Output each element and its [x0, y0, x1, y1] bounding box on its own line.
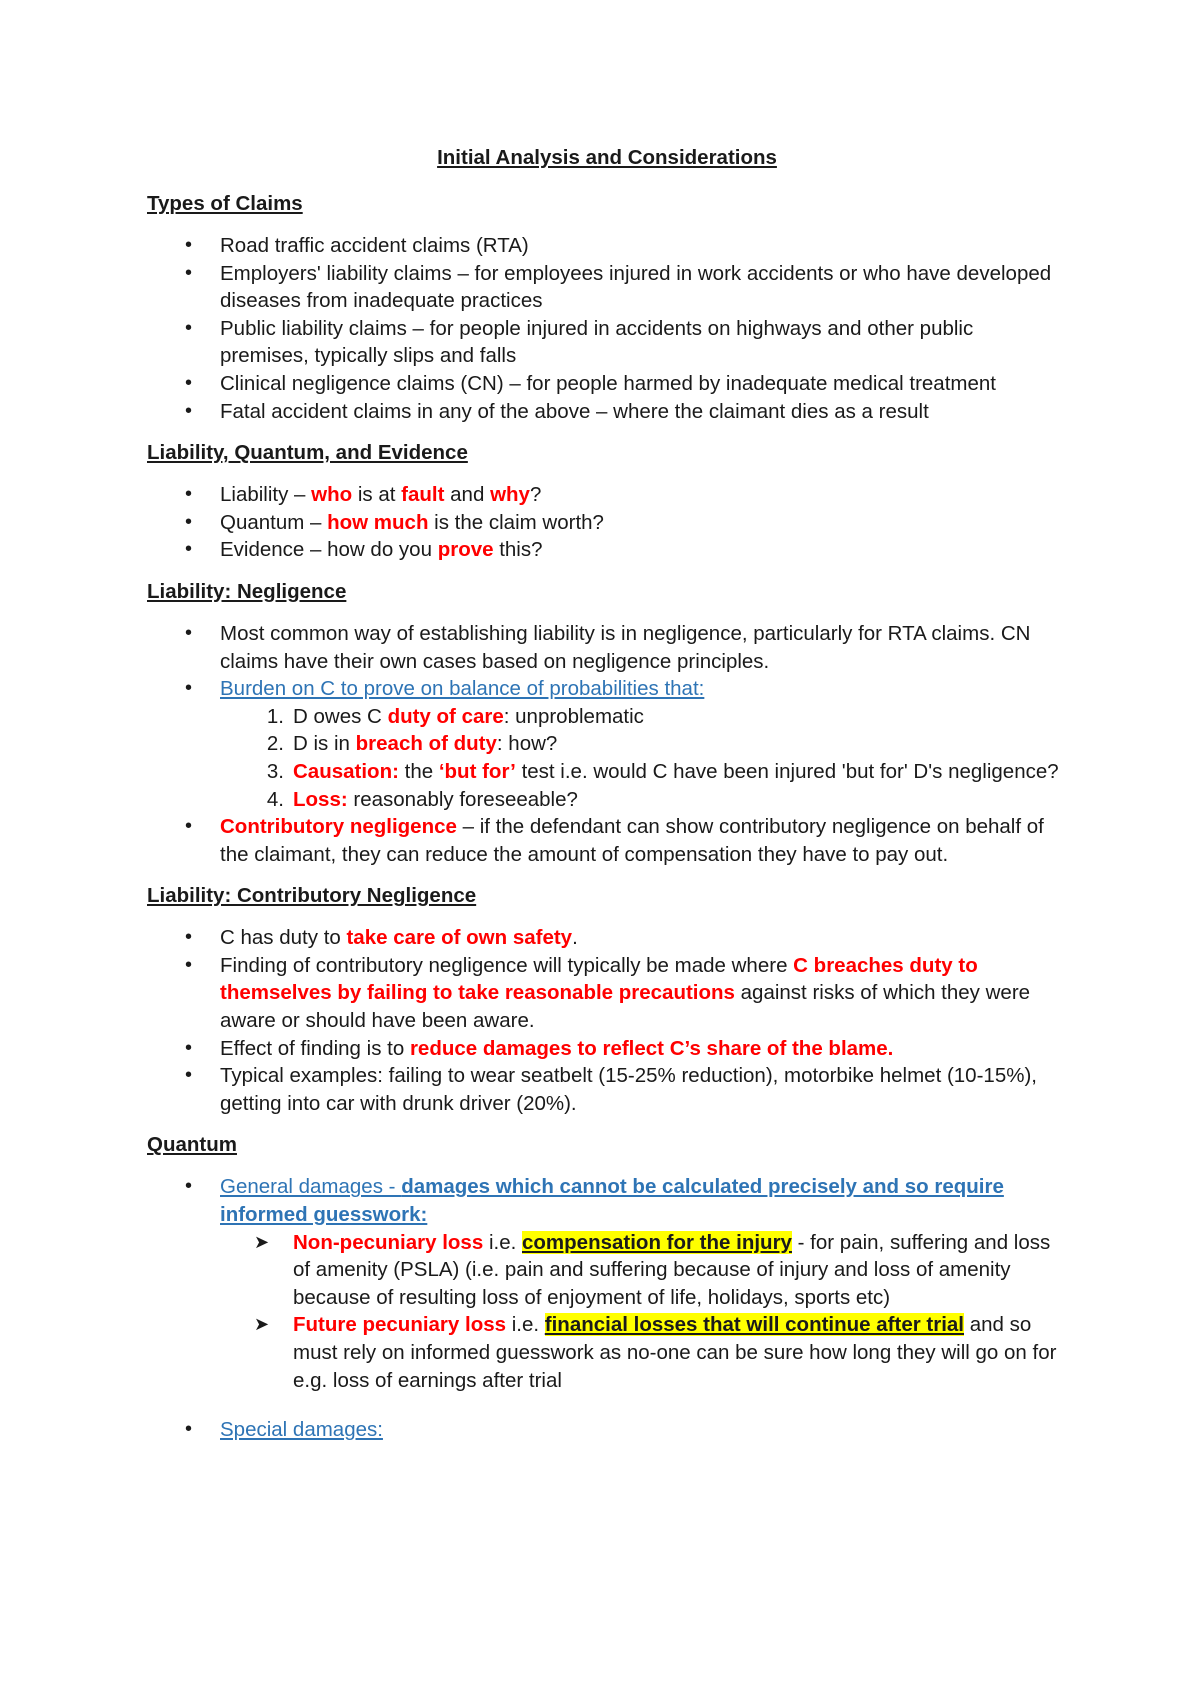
list-item-contributory: • Contributory negligence – if the defendant can show contributory negligence on behalf of the claimant, they can reduce the amount of compensation they have to pay out. [147, 813, 1067, 868]
list-item-evidence: • Evidence – how do you prove this? [147, 536, 1067, 564]
special-damages-link[interactable]: Special damages: [220, 1418, 383, 1442]
keyword-how-much: how much [327, 510, 429, 534]
numbered-item: 1. D owes C duty of care: unproblematic [266, 704, 644, 728]
quantum-list [147, 1173, 1067, 1443]
damages-sublist [220, 1229, 1067, 1395]
list-item: • Clinical negligence claims (CN) – for people harmed by inadequate medical treatment [147, 370, 1067, 398]
heading-liability-quantum-evidence: Liability, Quantum, and Evidence [147, 441, 468, 465]
list-item-special-damages [147, 1416, 1067, 1444]
document-page [147, 140, 1067, 1458]
heading-contributory-negligence: Liability: Contributory Negligence [147, 884, 477, 908]
list-item: • Fatal accident claims in any of the above – where the claimant dies as a result [147, 398, 1067, 426]
numbered-item: 4. Loss: reasonably foreseeable? [266, 787, 578, 811]
heading-types-of-claims: Types of Claims [147, 192, 303, 215]
list-item: • Effect of finding is to reduce damages to reflect C’s share of the blame. [147, 1035, 1067, 1063]
arrow-bullet-icon: ➤ [254, 1231, 270, 1252]
spacer [220, 1394, 1067, 1416]
list-item-burden [147, 675, 1067, 813]
sublist-item-non-pecuniary: ➤ Non-pecuniary loss i.e. compensation for the injury - for pain, suffering and loss of amenity (PSLA) (i.e. pain and suffering because of injury and loss of amenity because of resulting loss of enjoyment of life, holidays, sports etc) [254, 1230, 1051, 1309]
list-item: • Finding of contributory negligence will typically be made where C breaches duty to themselves by failing to take reasonable precautions against risks of which they were aware or should have been aware. [147, 952, 1067, 1035]
list-item: • Employers' liability claims – for employees injured in work accidents or who have developed diseases from inadequate practices [147, 260, 1067, 315]
burden-link[interactable]: Burden on C to prove on balance of probabilities that: [220, 677, 705, 701]
lqe-list [147, 481, 1067, 564]
negligence-list [147, 620, 1067, 868]
arrow-bullet-icon: ➤ [254, 1314, 270, 1335]
keyword-who: who [311, 483, 353, 507]
list-item-liability: • Liability – who is at fault and why? [147, 481, 1067, 509]
keyword-why: why [490, 483, 530, 507]
numbered-item: 2. D is in breach of duty: how? [266, 732, 558, 756]
list-item: • Most common way of establishing liability is in negligence, particularly for RTA claims. CN claims have their own cases based on negligence principles. [147, 620, 1067, 675]
list-item: • C has duty to take care of own safety. [147, 924, 1067, 952]
heading-liability-negligence: Liability: Negligence [147, 579, 347, 603]
negligence-elements-list [220, 703, 1067, 813]
keyword-fault: fault [401, 483, 445, 507]
types-of-claims-list [147, 232, 1067, 425]
list-item-general-damages [147, 1173, 1067, 1416]
keyword-prove: prove [437, 538, 494, 562]
list-item: • Typical examples: failing to wear seatbelt (15-25% reduction), motorbike helmet (10-15%), getting into car with drunk driver (20%). [147, 1062, 1067, 1117]
general-damages-link[interactable]: General damages - [220, 1175, 402, 1199]
sublist-item-future-pecuniary: ➤ Future pecuniary loss i.e. financial losses that will continue after trial and so must rely on informed guesswork as no-one can be sure how long they will go on for e.g. loss of earnings after trial [254, 1313, 1057, 1392]
document-title: Initial Analysis and Considerations [437, 146, 777, 169]
numbered-item: 3. Causation: the ‘but for’ test i.e. would C have been injured 'but for' D's negligence? [266, 759, 1059, 783]
heading-quantum: Quantum [147, 1133, 237, 1157]
general-damages-definition[interactable]: damages which cannot be calculated precisely and so require informed guesswork: [220, 1175, 1004, 1227]
list-item: • Public liability claims – for people injured in accidents on highways and other public premises, typically slips and falls [147, 315, 1067, 370]
list-item-quantum: • Quantum – how much is the claim worth? [147, 509, 1067, 537]
list-item: • Road traffic accident claims (RTA) [147, 232, 1067, 260]
contributory-list [147, 924, 1067, 1117]
